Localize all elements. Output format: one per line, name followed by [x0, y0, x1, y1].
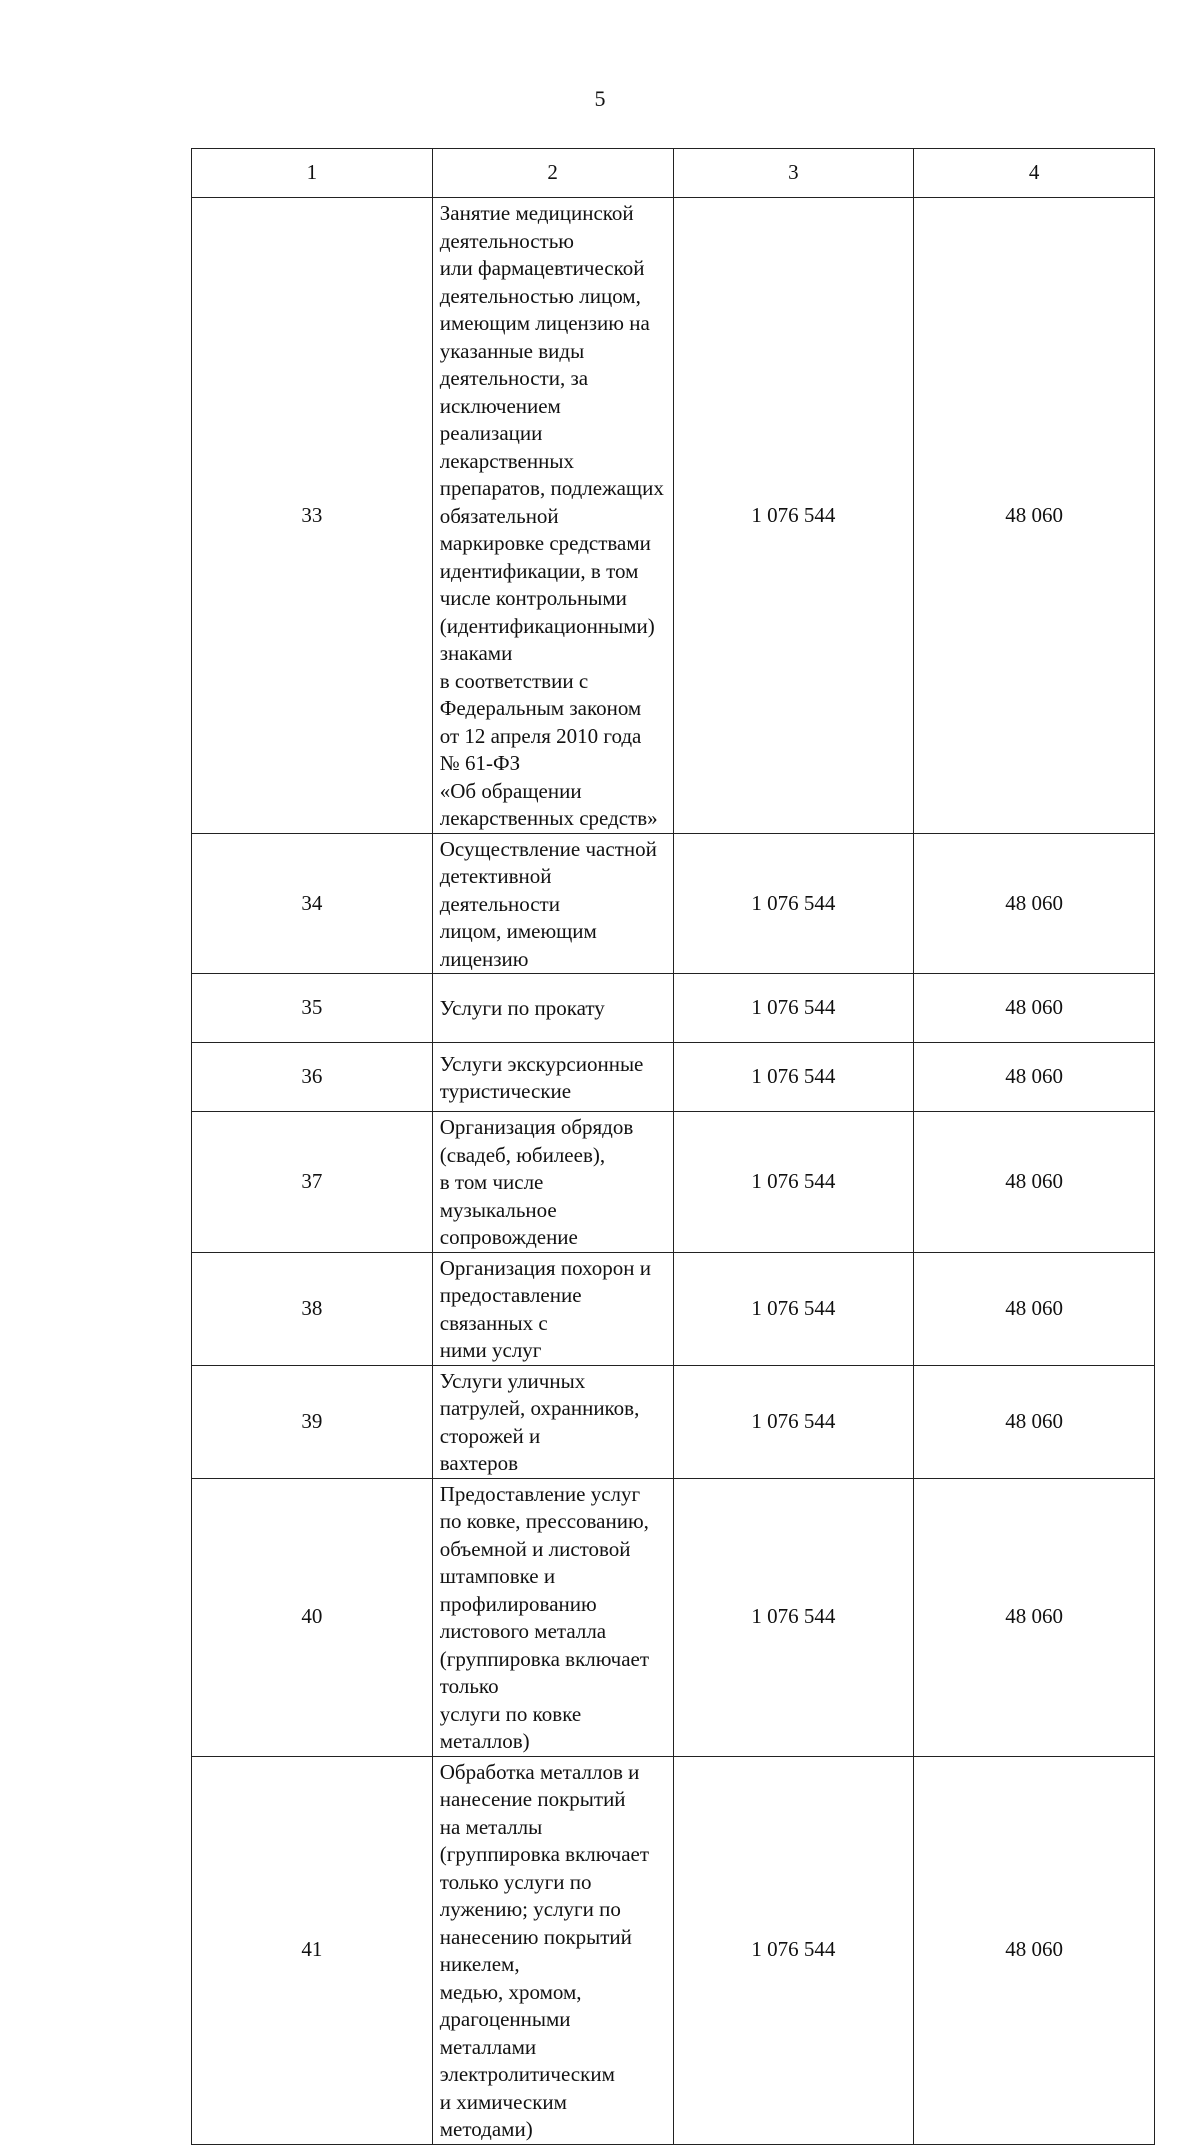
value-col3: 1 076 544	[673, 833, 914, 974]
table-row	[192, 198, 1155, 834]
row-number: 41	[192, 1756, 433, 2144]
row-number: 36	[192, 1043, 433, 1112]
table-row	[192, 833, 1155, 974]
activity-description: Организация обрядов (свадеб, юбилеев), в том числе музыкальное сопровождение	[432, 1112, 673, 1253]
activity-description: Предоставление услуг по ковке, прессованию, объемной и листовой штамповке и профилированию листового металла (группировка включает только услуги по ковке металлов)	[432, 1478, 673, 1756]
activity-description: Услуги экскурсионные туристические	[432, 1043, 673, 1112]
table-row	[192, 974, 1155, 1043]
value-col3: 1 076 544	[673, 974, 914, 1043]
activity-description: Занятие медицинской деятельностью или фармацевтической деятельностью лицом, имеющим лицензию на указанные виды деятельности, за исключением реализации лекарственных препаратов, подлежащих обязательной маркировке средствами идентификации, в том числе контрольными (идентификационными) знаками в соответствии с Федеральным законом от 12 апреля 2010 года № 61-ФЗ «Об обращении лекарственных средств»	[432, 198, 673, 834]
value-col3: 1 076 544	[673, 1365, 914, 1478]
activity-description: Услуги по прокату	[432, 974, 673, 1043]
value-col3: 1 076 544	[673, 1043, 914, 1112]
table-row	[192, 1365, 1155, 1478]
value-col3: 1 076 544	[673, 1112, 914, 1253]
row-number: 38	[192, 1252, 433, 1365]
row-number: 33	[192, 198, 433, 834]
row-number: 34	[192, 833, 433, 974]
activity-description: Осуществление частной детективной деятельности лицом, имеющим лицензию	[432, 833, 673, 974]
value-col4: 48 060	[914, 1252, 1155, 1365]
value-col4: 48 060	[914, 1365, 1155, 1478]
activity-description: Обработка металлов и нанесение покрытий на металлы (группировка включает только услуги по лужению; услуги по нанесению покрытий никелем, медью, хромом, драгоценными металлами электролитическим и химическим методами)	[432, 1756, 673, 2144]
column-header: 2	[432, 149, 673, 198]
table-row	[192, 1112, 1155, 1253]
value-col4: 48 060	[914, 1756, 1155, 2144]
value-col4: 48 060	[914, 974, 1155, 1043]
column-header: 1	[192, 149, 433, 198]
column-header: 4	[914, 149, 1155, 198]
row-number: 40	[192, 1478, 433, 1756]
table-header-row	[192, 149, 1155, 198]
row-number: 35	[192, 974, 433, 1043]
table-row	[192, 1043, 1155, 1112]
value-col4: 48 060	[914, 1478, 1155, 1756]
value-col4: 48 060	[914, 198, 1155, 834]
page-number: 5	[594, 86, 606, 111]
column-header: 3	[673, 149, 914, 198]
table-row	[192, 1478, 1155, 1756]
activities-table	[191, 148, 1155, 2145]
value-col3: 1 076 544	[673, 1478, 914, 1756]
value-col3: 1 076 544	[673, 198, 914, 834]
row-number: 37	[192, 1112, 433, 1253]
value-col3: 1 076 544	[673, 1252, 914, 1365]
row-number: 39	[192, 1365, 433, 1478]
value-col4: 48 060	[914, 833, 1155, 974]
value-col4: 48 060	[914, 1112, 1155, 1253]
value-col4: 48 060	[914, 1043, 1155, 1112]
value-col3: 1 076 544	[673, 1756, 914, 2144]
table-row	[192, 1756, 1155, 2144]
activity-description: Организация похорон и предоставление связанных с ними услуг	[432, 1252, 673, 1365]
activity-description: Услуги уличных патрулей, охранников, сторожей и вахтеров	[432, 1365, 673, 1478]
table-row	[192, 1252, 1155, 1365]
